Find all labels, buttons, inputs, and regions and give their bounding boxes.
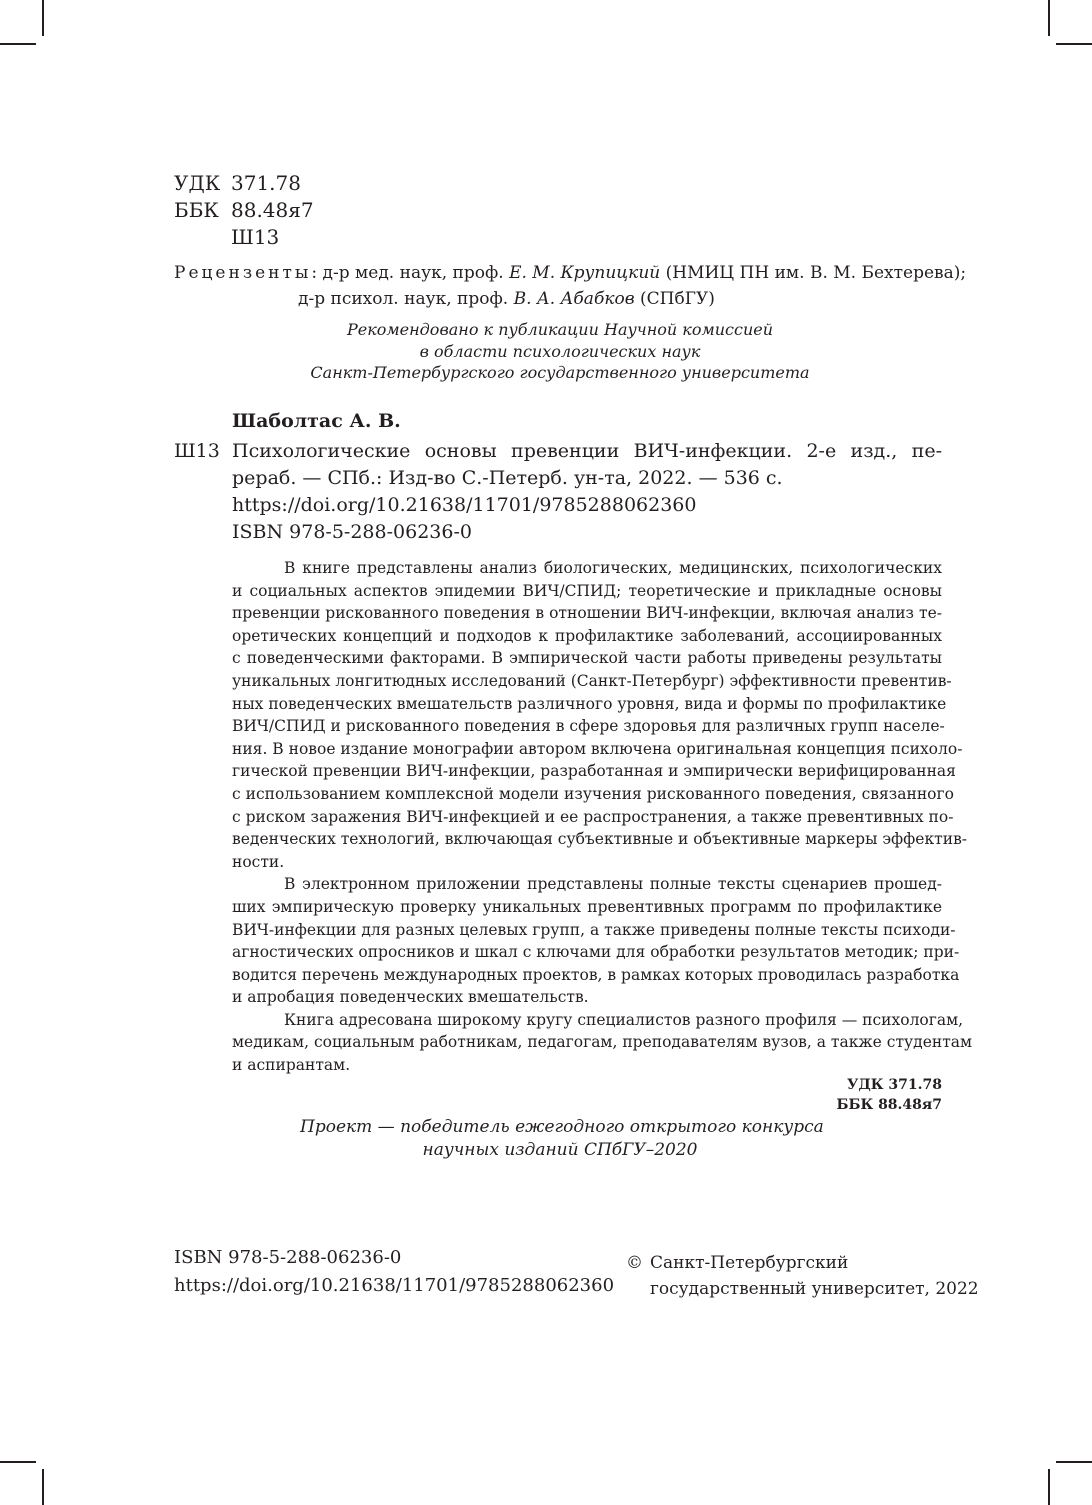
- bib-description: [232, 438, 942, 546]
- footer-doi: https://doi.org/10.21638/11701/9785288062360: [174, 1275, 615, 1296]
- bib-title-line-1: Психологические основы превенции ВИЧ-инфекции. 2-е изд., пе-: [232, 440, 942, 462]
- recommendation: Рекомендовано к публикации Научной комиссией в области психологических наук Санкт-Петербургского государственного университета: [310, 320, 810, 382]
- project-note: Проект — победитель ежегодного открытого конкурса научных изданий СПбГУ–2020: [300, 1117, 824, 1160]
- crop-mark-top-left-v: [42, 0, 44, 36]
- bib-author: Шаболтас А. В.: [232, 410, 401, 432]
- abstract-paragraph-1: В книге представлены анализ биологических, медицинских, психологических и социальных аспектов эпидемии ВИЧ/СПИД; теоретические и прикладные основы превенции рискованного поведения в отношении ВИЧ-инфекции, включая анализ те- оретических концепций и подходов к профилактике заболеваний, ассоциированных с поведенческими факторами. В эмпирической части работы приведены результаты уникальных лонгитюдных исследований (Санкт-Петербург) эффективности превентив- ных поведенческих вмешательств различного уровня, вида и формы по профилактике ВИЧ/СПИД и рискованного поведения в сфере здоровья для различных групп населе- ния. В новое издание монографии автором включена оригинальная концепция психоло- гической превенции ВИЧ-инфекции, разработанная и эмпирически верифицированная с использованием комплексной модели изучения рискованного поведения, связанного с риском заражения ВИЧ-инфекцией и ее распространения, а также превентивных по- веденческих технологий, включающая субъективные и объективные маркеры эффектив- ности.: [232, 559, 968, 871]
- copyright-symbol: ©: [626, 1253, 643, 1273]
- bbk-code: ББК 88.48я7: [836, 1097, 942, 1113]
- bib-isbn: ISBN 978-5-288-06236-0: [232, 521, 472, 543]
- reviewers-label: Рецензенты: [174, 263, 312, 283]
- footer-copyright: © Санкт-Петербургский государственный университет, 2022: [626, 1250, 979, 1302]
- crop-mark-top-right-v: [1048, 0, 1050, 36]
- reviewers-line-1: Рецензенты: д-р мед. наук, проф. Е. М. Крупицкий (НМИЦ ПН им. В. М. Бехтерева);: [174, 263, 967, 283]
- classification-codes: [742, 1075, 942, 1115]
- crop-mark-bottom-left-h: [0, 1461, 36, 1463]
- crop-mark-bottom-left-v: [42, 1469, 44, 1505]
- footer-isbn-doi: [174, 1244, 614, 1300]
- author-sign-row: [174, 224, 314, 251]
- bbk-row: [174, 197, 314, 224]
- classification-block: [174, 170, 314, 251]
- bbk-label: ББК: [174, 198, 219, 222]
- udk-value: 371.78: [231, 171, 301, 195]
- abstract: [232, 557, 973, 1077]
- bbk-value: 88.48я7: [231, 198, 314, 222]
- bib-doi: https://doi.org/10.21638/11701/9785288062360: [232, 494, 697, 516]
- bib-sign: Ш13: [174, 440, 220, 462]
- abstract-paragraph-2: В электронном приложении представлены полные тексты сценариев прошед- ших эмпирическую проверку уникальных превентивных программ по профилактике ВИЧ-инфекции для разных целевых групп, а также приведены полные тексты психоди- агностических опросников и шкал с ключами для обработки результатов методик; при- водится перечень международных проектов, в рамках которых проводилась разработка и апробация поведенческих вмешательств.: [232, 875, 960, 1007]
- author-sign: Ш13: [231, 225, 280, 249]
- udk-row: [174, 170, 314, 197]
- crop-mark-bottom-right-h: [1056, 1461, 1092, 1463]
- crop-mark-top-right-h: [1056, 43, 1092, 45]
- crop-mark-bottom-right-v: [1048, 1469, 1050, 1505]
- crop-mark-top-left-h: [0, 43, 36, 45]
- reviewer-name-1: Е. М. Крупицкий: [509, 263, 661, 283]
- footer-isbn: ISBN 978-5-288-06236-0: [174, 1247, 402, 1268]
- udk-label: УДК: [174, 171, 221, 195]
- udk-code: УДК 371.78: [847, 1077, 942, 1093]
- reviewer-name-2: В. А. Абабков: [513, 289, 635, 309]
- abstract-paragraph-3: Книга адресована широкому кругу специалистов разного профиля — психологам, медикам, социальным работникам, педагогам, преподавателям вузов, а также студентам и аспирантам.: [232, 1010, 973, 1075]
- reviewers-line-2: д-р психол. наук, проф. В. А. Абабков (СПбГУ): [298, 289, 715, 309]
- bib-title-line-2: рераб. — СПб.: Изд-во С.-Петерб. ун-та, 2022. — 536 с.: [232, 467, 783, 489]
